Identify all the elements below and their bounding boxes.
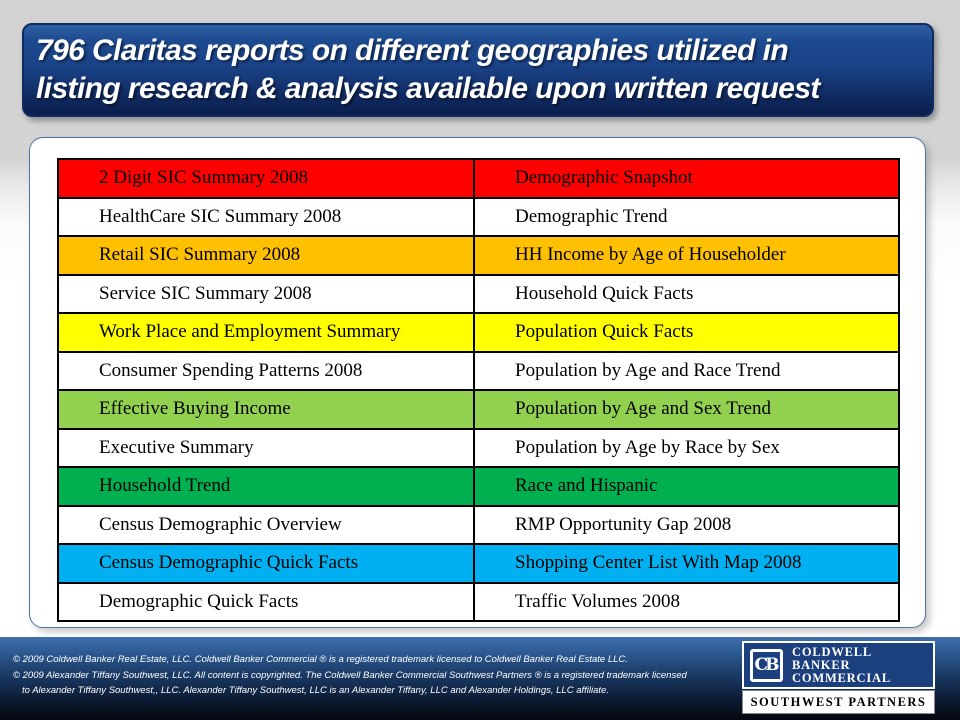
title-banner (22, 23, 934, 117)
report-name-left: Effective Buying Income (59, 391, 475, 428)
cb-monogram-icon (750, 649, 783, 682)
logo-main (742, 641, 935, 689)
footer-band (0, 637, 960, 720)
logo-wordmark-line2: BANKER (792, 657, 851, 672)
report-name-right: HH Income by Age of Householder (515, 244, 786, 266)
logo-wordmark-line1: COLDWELL (792, 644, 873, 659)
table-row (59, 468, 898, 507)
report-name-right: Demographic Snapshot (515, 167, 693, 189)
report-name-left: Retail SIC Summary 2008 (59, 237, 475, 274)
report-name-right: RMP Opportunity Gap 2008 (515, 513, 732, 535)
report-name-left: Census Demographic Overview (59, 507, 475, 544)
report-name-right: Population by Age and Sex Trend (515, 398, 771, 420)
table-row (59, 314, 898, 353)
table-row (59, 276, 898, 315)
report-name-right: Population by Age by Race by Sex (515, 436, 780, 458)
report-name-left: Work Place and Employment Summary (59, 314, 475, 351)
report-name-left: Executive Summary (59, 430, 475, 467)
logo-wordmark-line3: COMMERCIAL (792, 670, 891, 685)
content-panel (29, 137, 926, 628)
copyright-line1: © 2009 Coldwell Banker Real Estate, LLC. Coldwell Banker Commercial ® is a registered trademark licensed to Coldwell Banker Real Estate LLC. (13, 654, 628, 665)
slide-title-line2: listing research & analysis available upon written request (36, 72, 820, 105)
copyright-text (13, 652, 687, 699)
report-name-left: Service SIC Summary 2008 (59, 276, 475, 313)
report-name-left: HealthCare SIC Summary 2008 (59, 199, 475, 236)
report-name-right: Demographic Trend (515, 205, 668, 227)
table-row (59, 391, 898, 430)
report-name-right: Population Quick Facts (515, 321, 694, 343)
table-row (59, 584, 898, 621)
copyright-line3: to Alexander Tiffany Southwest,, LLC. Alexander Tiffany Southwest, LLC is an Alexander Tiffany, LLC and Alexander Holdings, LLC affiliate. (22, 685, 609, 696)
table-row (59, 353, 898, 392)
report-name-right: Traffic Volumes 2008 (515, 590, 681, 612)
logo-subtext: SOUTHWEST PARTNERS (750, 694, 927, 709)
slide-title-line1: 796 Claritas reports on different geographies utilized in (36, 34, 789, 67)
report-name-left: Census Demographic Quick Facts (59, 545, 475, 582)
report-name-left: Demographic Quick Facts (59, 584, 475, 621)
report-name-right: Race and Hispanic (515, 475, 658, 497)
coldwell-banker-commercial-logo (742, 641, 935, 714)
report-name-right: Household Quick Facts (515, 282, 694, 304)
copyright-line2: © 2009 Alexander Tiffany Southwest, LLC. All content is copyrighted. The Coldwell Banker Commercial Southwest Partners ® is a registered trademark licensed (13, 669, 687, 681)
table-row (59, 237, 898, 276)
logo-wordmark (792, 646, 891, 685)
table-row (59, 160, 898, 199)
table-row (59, 430, 898, 469)
cb-monogram-text: CB (754, 655, 777, 675)
report-name-right: Shopping Center List With Map 2008 (515, 552, 802, 574)
claritas-report-table (57, 158, 900, 622)
report-name-left: Consumer Spending Patterns 2008 (59, 353, 475, 390)
table-row (59, 507, 898, 546)
report-name-left: 2 Digit SIC Summary 2008 (59, 160, 475, 197)
table-row (59, 199, 898, 238)
table-row (59, 545, 898, 584)
logo-subtext-strip (742, 690, 935, 714)
report-name-right: Population by Age and Race Trend (515, 359, 781, 381)
report-name-left: Household Trend (59, 468, 475, 505)
